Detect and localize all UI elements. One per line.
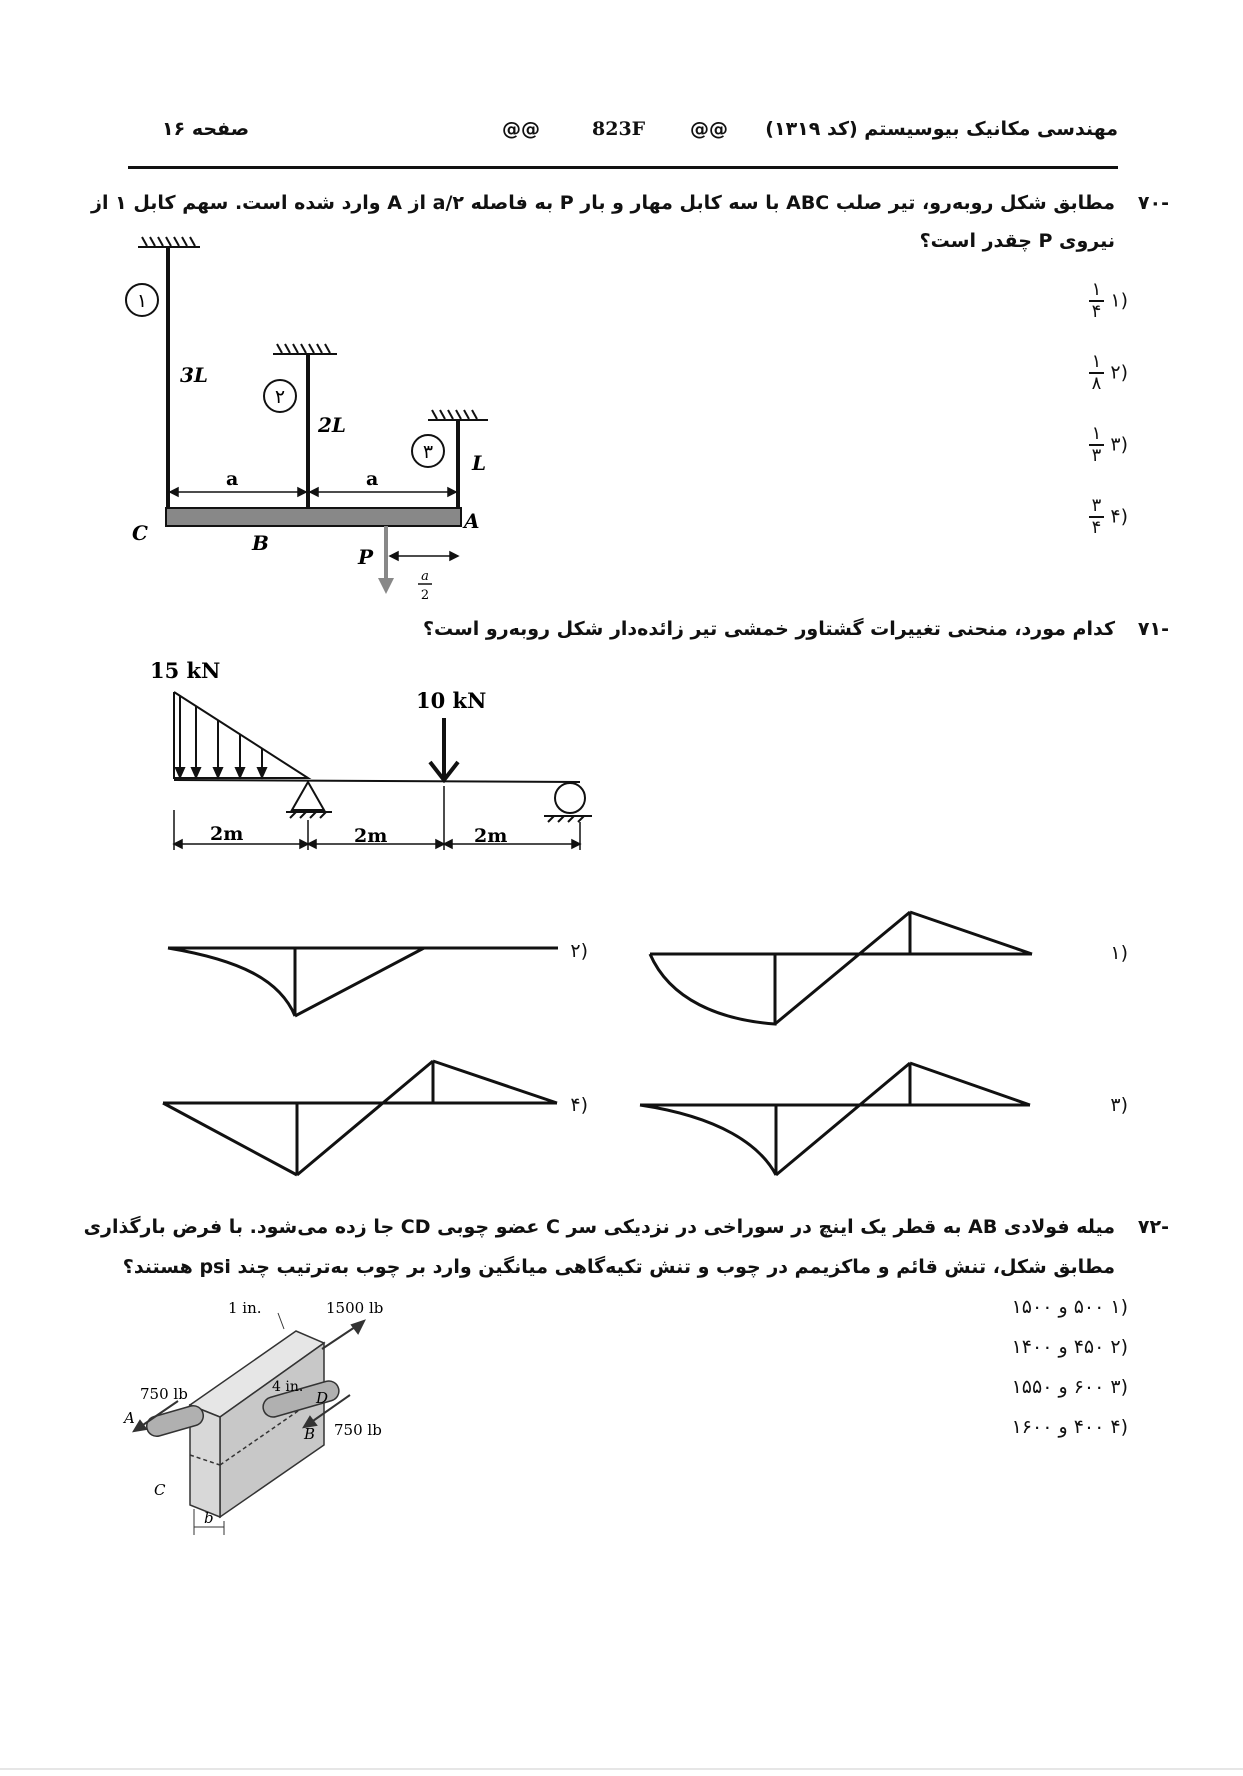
- option-label: (۴: [1110, 1416, 1128, 1438]
- cable-2-number: ۲: [274, 386, 286, 408]
- q70-text-line1: مطابق شکل روبه‌رو، تیر صلب ABC با سه کابل مهار و بار P به فاصله a/۲ از A وارد شده است. سهم کابل ۱ از: [91, 192, 1115, 214]
- rigid-beam-abc: [166, 508, 461, 526]
- option-label: (۳: [1110, 1376, 1128, 1398]
- q72-number: -۷۲: [1137, 1216, 1169, 1238]
- q70-cable-beam-figure: [118, 232, 498, 604]
- q71-option-4-diagram[interactable]: [155, 1055, 565, 1185]
- page-bottom-edge: [0, 1768, 1243, 1770]
- fraction: $\frac{۱}{۸}$: [1089, 352, 1105, 394]
- option-value: ۴۰۰ و ۱۶۰۰: [1011, 1416, 1105, 1438]
- length-2L: 2L: [318, 413, 346, 437]
- half-a-denominator: 2: [420, 588, 430, 603]
- option-value: ۵۰۰ و ۱۵۰۰: [1011, 1296, 1105, 1318]
- span-2-label: 2m: [354, 825, 388, 847]
- dim-a-right-label: a: [366, 468, 379, 490]
- point-B-label: B: [252, 531, 269, 555]
- header-mark-right: @@: [690, 118, 728, 140]
- force-1500-label: 1500 lb: [326, 1299, 384, 1317]
- q70-option-4[interactable]: [1089, 496, 1128, 538]
- cable-1-marker: [126, 284, 158, 316]
- q71-option-4-label[interactable]: (۴: [570, 1094, 588, 1116]
- q72-option-3[interactable]: [1012, 1376, 1128, 1398]
- q71-option-3-label[interactable]: (۳: [1110, 1094, 1128, 1116]
- cable-2-marker: [264, 380, 296, 412]
- q71-option-1-diagram[interactable]: [640, 900, 1040, 1040]
- load-P-label: P: [358, 545, 374, 569]
- force-arrow-1500: [322, 1321, 364, 1349]
- q71-option-2-label[interactable]: (۲: [570, 940, 588, 962]
- cable-1-number: ۱: [136, 290, 148, 312]
- fraction: $\frac{۱}{۳}$: [1089, 424, 1105, 466]
- booklet-code: 823F: [592, 118, 646, 140]
- length-3L: 3L: [180, 363, 208, 387]
- point-B-label: B: [304, 1425, 316, 1443]
- dimension-a-right: [310, 488, 456, 496]
- length-L: L: [472, 451, 487, 475]
- option-label: (۲: [1110, 361, 1128, 384]
- depth-label: 4 in.: [272, 1379, 304, 1395]
- option-value: ۴۵۰ و ۱۴۰۰: [1011, 1336, 1105, 1358]
- q72-text-line1: میله فولادی AB به قطر یک اینچ در سوراخی در نزدیکی سر C عضو چوبی CD جا زده می‌شود. با فرض بارگذاری: [83, 1216, 1115, 1238]
- force-750-right-label: 750 lb: [334, 1421, 382, 1439]
- header-rule: [128, 166, 1118, 169]
- q72-rod-wood-figure: [120, 1295, 440, 1535]
- q71-text: کدام مورد، منحنی تغییرات گشتاور خمشی تیر زائده‌دار شکل روبه‌رو است؟: [422, 618, 1115, 640]
- wood-member-cd: [190, 1331, 324, 1517]
- force-750-left-label: 750 lb: [140, 1385, 188, 1403]
- ceiling-hatch-2: [273, 344, 337, 354]
- load-P-arrow: [378, 526, 394, 594]
- point-A-label: A: [464, 509, 480, 533]
- pin-support: [286, 782, 332, 818]
- point-load-arrow: [430, 718, 458, 780]
- point-load-label: 10 kN: [416, 688, 487, 713]
- half-a-numerator: a: [421, 569, 429, 584]
- q70-option-3[interactable]: [1089, 424, 1128, 466]
- cable-3-marker: [412, 435, 444, 467]
- q71-option-2-diagram[interactable]: [160, 930, 560, 1030]
- q72-text-line2: مطابق شکل، تنش قائم و ماکزیمم در چوب و تنش تکیه‌گاهی میانگین وارد بر چوب به‌ترتیب چند psi هستند؟: [122, 1256, 1115, 1278]
- point-A-label: A: [124, 1409, 135, 1427]
- width-b-label: b: [204, 1509, 214, 1527]
- q70-option-2[interactable]: [1089, 352, 1128, 394]
- ceiling-hatch-3: [428, 410, 488, 420]
- q71-overhang-beam-figure: [140, 650, 610, 870]
- q71-option-3-diagram[interactable]: [630, 1055, 1040, 1185]
- distributed-load-label: 15 kN: [150, 658, 221, 683]
- rod-diameter-leader: [278, 1313, 284, 1329]
- dim-a-left-label: a: [226, 468, 239, 490]
- header-mark-left: @@: [502, 118, 540, 140]
- option-label: (۴: [1110, 505, 1128, 528]
- q71-number: -۷۱: [1137, 618, 1169, 640]
- point-C-label: C: [154, 1481, 166, 1499]
- rod-diameter-label: 1 in.: [228, 1299, 262, 1317]
- q70-number: -۷۰: [1137, 192, 1169, 214]
- beam-line: [174, 780, 580, 782]
- q70-text-line2: نیروی P چقدر است؟: [919, 230, 1115, 252]
- span-3-label: 2m: [474, 825, 508, 847]
- fraction: $\frac{۳}{۴}$: [1089, 496, 1105, 538]
- option-label: (۱: [1110, 289, 1128, 312]
- fraction: $\frac{۱}{۴}$: [1089, 280, 1105, 322]
- page-number: صفحه ۱۶: [162, 118, 250, 140]
- span-1-label: 2m: [210, 823, 244, 845]
- q70-option-1[interactable]: [1089, 280, 1128, 322]
- q72-option-1[interactable]: [1012, 1296, 1128, 1318]
- option-label: (۲: [1110, 1336, 1128, 1358]
- exam-title: مهندسی مکانیک بیوسیستم (کد ۱۳۱۹): [765, 118, 1118, 140]
- option-value: ۶۰۰ و ۱۵۵۰: [1011, 1376, 1105, 1398]
- roller-support: [544, 783, 592, 822]
- option-label: (۱: [1110, 1296, 1128, 1318]
- ceiling-hatch-1: [138, 237, 200, 247]
- point-D-label: D: [316, 1389, 329, 1407]
- option-label: (۳: [1110, 433, 1128, 456]
- triangular-load: [174, 692, 308, 778]
- cable-3-number: ۳: [422, 441, 434, 463]
- q72-option-2[interactable]: [1012, 1336, 1128, 1358]
- q71-option-1-label[interactable]: (۱: [1110, 942, 1128, 964]
- q72-option-4[interactable]: [1012, 1416, 1128, 1438]
- point-C-label: C: [132, 521, 148, 545]
